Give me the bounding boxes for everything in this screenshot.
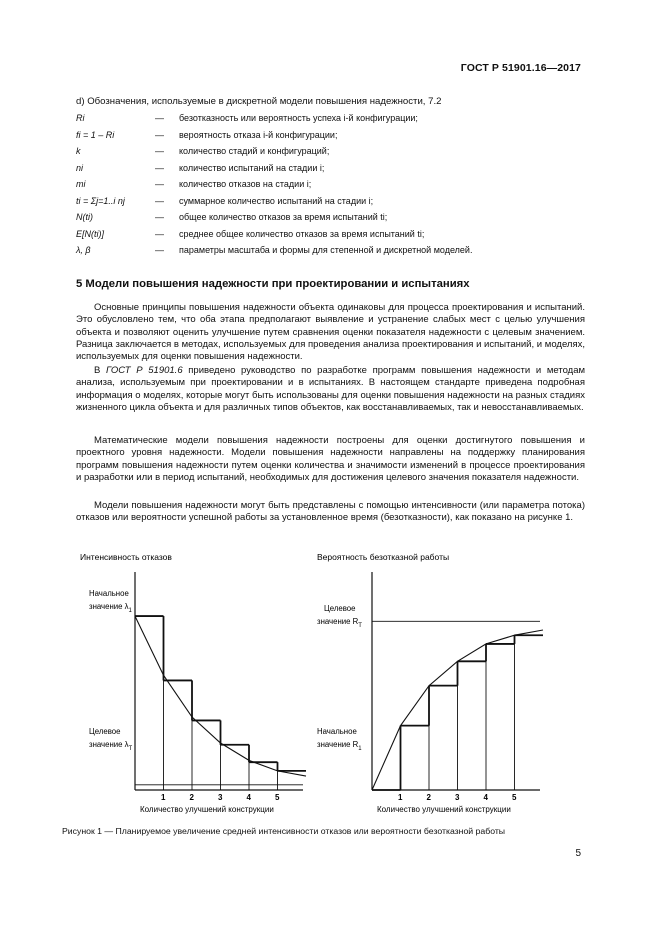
x-tick-label: 5 (512, 793, 517, 802)
left-label-top-2 (89, 602, 133, 614)
notation-dash: — (155, 162, 164, 173)
notation-symbol: E[N(ti)] (76, 228, 104, 239)
notation-dash: — (155, 179, 164, 189)
x-tick-label: 2 (189, 793, 194, 802)
paragraph-3: Математические модели повышения надежности построены для оценки достигнутого повышения и проектного уровня надежности. Модели повышения надежности направлены на поддержку планирования программ повышения надежности путем оценки количества и значимости изменений в процессе проектирования и разработки или в период испытаний, необходимых для достижения целевого значения показателя надежности. (76, 435, 585, 483)
right-label-top-1: Целевое (324, 604, 356, 613)
x-tick-label: 2 (426, 793, 431, 802)
left-label-top-sub: 1 (128, 608, 132, 614)
right-label-top-sub: T (358, 623, 362, 629)
x-tick-label: 3 (455, 793, 460, 802)
reference-gost: ГОСТ Р 51901.6 (106, 365, 183, 376)
notation-row (76, 212, 586, 227)
notation-row (76, 130, 586, 145)
notation-description: параметры масштаба и формы для степенной и дискретной моделей. (179, 245, 473, 255)
document-header: ГОСТ Р 51901.16—2017 (460, 62, 581, 74)
x-tick-label: 3 (218, 793, 223, 802)
right-label-bottom-2 (317, 740, 362, 752)
notation-symbol: mi (76, 179, 86, 189)
section-title: 5 Модели повышения надежности при проектировании и испытаниях (76, 278, 470, 290)
left-x-title: Количество улучшений конструкции (140, 805, 274, 814)
left-plot-area (135, 616, 306, 802)
notation-row (76, 146, 586, 161)
notation-dash: — (155, 113, 164, 123)
x-tick-label: 4 (483, 793, 488, 802)
notation-row (76, 113, 586, 128)
notation-description: количество стадий и конфигураций; (179, 146, 330, 156)
paragraph-4: Модели повышения надежности могут быть представлены с помощью интенсивности (или параметра потока) отказов или вероятности успешной работы за установленное время (безотказности), как показано на рисунке 1. (76, 500, 585, 524)
notation-description: общее количество отказов за время испытаний ti; (179, 212, 388, 222)
notation-row (76, 229, 586, 244)
right-plot-area (372, 621, 543, 802)
failure-intensity-chart (80, 552, 306, 814)
notation-row (76, 179, 586, 194)
notation-dash: — (155, 195, 164, 206)
notation-description: безотказность или вероятность успеха i-й конфигурации; (179, 113, 418, 123)
notations-intro: d) Обозначения, используемые в дискретной модели повышения надежности, 7.2 (76, 96, 442, 107)
right-label-bottom-1: Начальное (317, 727, 357, 736)
notation-row (76, 245, 586, 260)
right-label-bottom-sub: 1 (358, 746, 362, 752)
notation-symbol: fi = 1 – Ri (76, 129, 115, 140)
left-label-top-2-text: значение λ (89, 602, 129, 611)
notation-dash: — (155, 129, 164, 140)
notation-symbol: ti = Σj=1..i nj (76, 195, 125, 206)
left-label-bottom-1: Целевое (89, 727, 121, 736)
figure-1 (60, 548, 560, 820)
notation-dash: — (155, 146, 164, 156)
page-number: 5 (575, 848, 581, 859)
paragraph-2-body: приведено руководство по разработке программ повышения надежности и методам анализа, используемым при проектировании и в испытаниях. В настоящем стандарте приведена подробная информация о моделях, которые могут быть использованы для оценки повышения надежности на разных стадиях жизненного цикла объекта и для различных типов объектов, как восстанавливаемых, так и невосстанавливаемых. (76, 365, 586, 413)
notation-row (76, 196, 586, 211)
paragraph-1: Основные принципы повышения надежности объекта одинаковы для процесса проектирования и испытаний. Это обусловлено тем, что оба этапа предполагают выявление и устранение слабых мест с целью улучшения объекта и позволяют оценить улучшение путем сравнения оценки показателя надежности с целевым значением. Разница заключается в методах, используемых для проведения анализа проектирования и испытаний, и моделях, используемых для оценки повышения надежности. (76, 302, 585, 363)
notation-description: среднее общее количество отказов за время испытаний ti; (179, 228, 425, 239)
paragraph-2 (76, 365, 585, 414)
x-tick-label: 4 (246, 793, 251, 802)
figure-caption: Рисунок 1 — Планируемое увеличение средней интенсивности отказов или вероятности безотказной работы (62, 826, 506, 836)
right-label-bottom-2-text: значение R (317, 740, 359, 749)
notation-description: суммарное количество испытаний на стадии i; (179, 195, 374, 206)
notation-symbol: ni (76, 162, 84, 173)
left-label-bottom-2 (89, 740, 133, 752)
notation-description: количество испытаний на стадии i; (179, 162, 325, 173)
notation-row (76, 163, 586, 178)
notation-symbol: λ, β (76, 245, 91, 255)
paragraph-2-prefix: В (94, 365, 101, 376)
notation-symbol: k (76, 146, 81, 156)
right-label-top-2-text: значение R (317, 617, 359, 626)
right-chart-title: Вероятность безотказной работы (317, 552, 450, 562)
notation-symbol: N(ti) (76, 212, 93, 222)
left-chart-title: Интенсивность отказов (80, 552, 172, 562)
notation-dash: — (155, 228, 164, 239)
right-x-title: Количество улучшений конструкции (377, 805, 511, 814)
notation-dash: — (155, 212, 164, 222)
left-label-bottom-sub: T (128, 746, 133, 752)
left-label-top-1: Начальное (89, 589, 129, 598)
x-tick-label: 5 (275, 793, 280, 802)
notation-dash: — (155, 245, 164, 255)
right-label-top-2 (317, 617, 362, 629)
left-label-bottom-2-text: значение λ (89, 740, 129, 749)
notation-symbol: Ri (76, 113, 85, 123)
reliability-chart (317, 552, 543, 814)
x-tick-label: 1 (161, 793, 166, 802)
notation-description: вероятность отказа i-й конфигурации; (179, 129, 338, 140)
notation-description: количество отказов на стадии i; (179, 179, 312, 189)
x-tick-label: 1 (398, 793, 403, 802)
